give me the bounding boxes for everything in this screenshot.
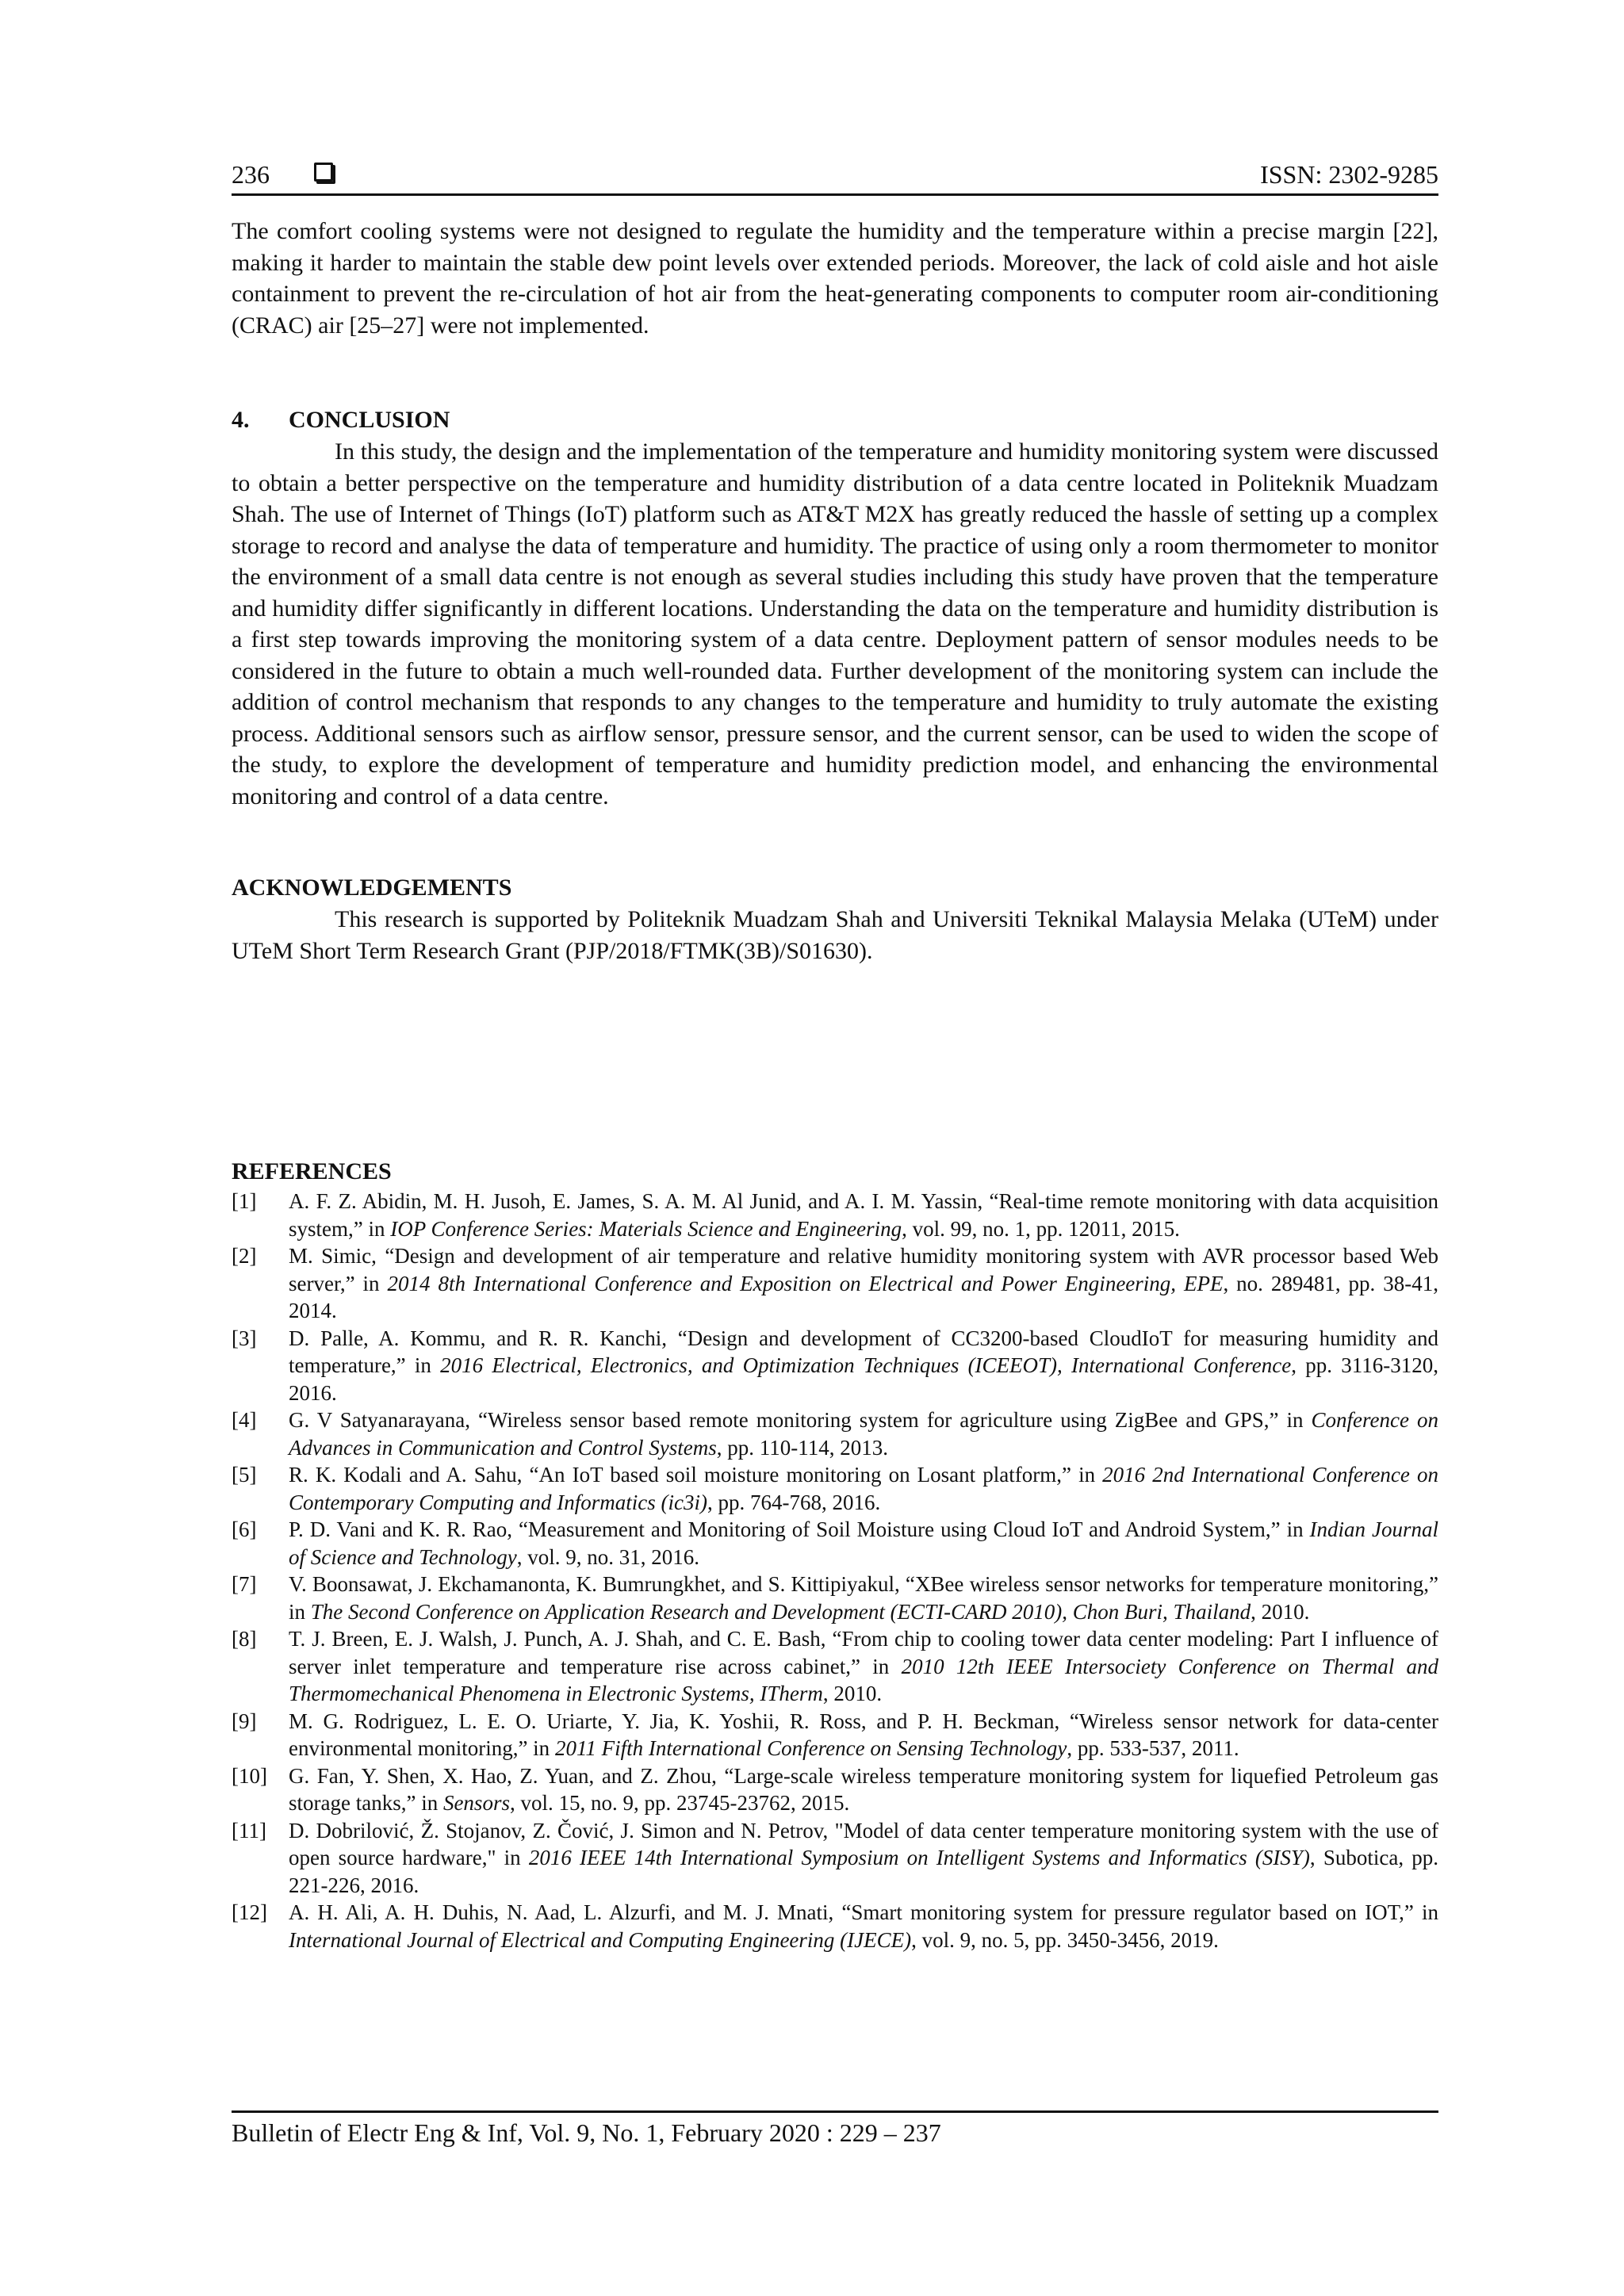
reference-number: [3]: [232, 1326, 257, 1350]
reference-authors-title: A. F. Z. Abidin, M. H. Jusoh, E. James, S. A. M. Al Junid, and A. I. M. Yassin, “Real-time remote monitoring with data acquisition system,” in: [289, 1189, 1438, 1241]
section-number: 4.: [232, 407, 250, 433]
intro-paragraph: The comfort cooling systems were not designed to regulate the humidity and the temperature within a precise margin [22], making it harder to maintain the stable dew point levels over extended periods. Moreover, the lack of cold aisle and hot aisle containment to prevent the re-circulation of hot air from the heat-generating components to computer room air-conditioning (CRAC) air [25–27] were not implemented.: [232, 218, 1438, 339]
reference-number: [2]: [232, 1244, 257, 1268]
reference-text: [289, 1461, 1438, 1516]
reference-venue: International Journal of Electrical and Computing Engineering (IJECE): [289, 1927, 912, 1952]
reference-authors-title: G. Fan, Y. Shen, X. Hao, Z. Yuan, and Z. Zhou, “Large-scale wireless temperature monitoring system for liquefied Petroleum gas storage tanks,” in: [289, 1763, 1438, 1815]
reference-authors-title: M. Simic, “Design and development of air temperature and relative humidity monitoring system with AVR processor based Web server,” in: [289, 1244, 1438, 1295]
reference-number: [10]: [232, 1763, 267, 1788]
acknowledgements-paragraph: This research is supported by Politeknik Muadzam Shah and Universiti Teknikal Malaysia Melaka (UTeM) under UTeM Short Term Research Grant (PJP/2018/FTMK(3B)/S01630).: [232, 906, 1438, 964]
reference-venue: 2016 2nd International Conference on Contemporary Computing and Informatics (ic3i): [289, 1463, 1438, 1514]
reference-details: , 2010.: [1251, 1599, 1310, 1624]
reference-details: , pp. 533-537, 2011.: [1067, 1736, 1239, 1760]
reference-item: [232, 1571, 1438, 1625]
header-rule: [232, 193, 1438, 196]
reference-item: [232, 1762, 1438, 1817]
reference-authors-title: R. K. Kodali and A. Sahu, “An IoT based soil moisture monitoring on Losant platform,” in: [289, 1463, 1103, 1487]
reference-item: [232, 1899, 1438, 1954]
reference-text: [289, 1708, 1438, 1762]
reference-venue: 2014 8th International Conference and Exposition on Electrical and Power Engineering, EPE: [387, 1271, 1224, 1295]
reference-number: [9]: [232, 1709, 257, 1733]
reference-venue: Indian Journal of Science and Technology: [289, 1517, 1438, 1569]
section-title: CONCLUSION: [289, 407, 450, 433]
reference-details: , vol. 99, no. 1, pp. 12011, 2015.: [902, 1216, 1180, 1241]
reference-text: [289, 1516, 1438, 1571]
issn: ISSN: 2302-9285: [1260, 159, 1438, 189]
reference-details: , pp. 3116-3120, 2016.: [289, 1353, 1438, 1405]
reference-text: [289, 1188, 1438, 1242]
reference-number: [6]: [232, 1517, 257, 1541]
reference-list: [232, 1188, 1438, 1954]
reference-text: [289, 1899, 1438, 1954]
reference-venue: 2016 Electrical, Electronics, and Optimization Techniques (ICEEOT), International Conference: [440, 1353, 1292, 1377]
reference-text: [289, 1242, 1438, 1325]
reference-item: [232, 1708, 1438, 1762]
reference-venue: 2016 IEEE 14th International Symposium on Intelligent Systems and Informatics (SISY): [528, 1846, 1310, 1869]
reference-authors-title: T. J. Breen, E. J. Walsh, J. Punch, A. J. Shah, and C. E. Bash, “From chip to cooling tower data center modeling: Part I influence of server inlet temperature and temperature rise across cabinet,” in: [289, 1627, 1438, 1678]
reference-details: , vol. 9, no. 5, pp. 3450-3456, 2019.: [911, 1927, 1219, 1952]
reference-venue: IOP Conference Series: Materials Science and Engineering: [390, 1216, 902, 1241]
acknowledgements-heading: ACKNOWLEDGEMENTS: [232, 874, 512, 901]
reference-details: , pp. 110-114, 2013.: [716, 1435, 888, 1460]
reference-text: [289, 1817, 1438, 1900]
reference-venue: Sensors: [442, 1791, 510, 1815]
main-text: [232, 216, 1438, 966]
reference-text: [289, 1571, 1438, 1625]
reference-number: [1]: [232, 1189, 257, 1213]
reference-details: , vol. 15, no. 9, pp. 23745-23762, 2015.: [509, 1791, 850, 1815]
reference-authors-title: A. H. Ali, A. H. Duhis, N. Aad, L. Alzurfi, and M. J. Mnati, “Smart monitoring system for pressure regulator based on IOT,” in: [289, 1900, 1438, 1924]
box-icon: [314, 163, 333, 182]
reference-number: [8]: [232, 1627, 257, 1651]
reference-item: [232, 1625, 1438, 1708]
reference-item: [232, 1242, 1438, 1325]
reference-text: [289, 1625, 1438, 1708]
reference-number: [4]: [232, 1408, 257, 1432]
reference-details: , 2010.: [822, 1682, 883, 1705]
reference-authors-title: D. Palle, A. Kommu, and R. R. Kanchi, “Design and development of CC3200-based CloudIoT for measuring humidity and temperature,” in: [289, 1326, 1438, 1377]
references-section: [232, 1156, 1438, 1954]
reference-item: [232, 1188, 1438, 1242]
reference-venue: Conference on Advances in Communication and Control Systems: [289, 1408, 1439, 1460]
reference-text: [289, 1762, 1438, 1817]
reference-item: [232, 1325, 1438, 1407]
reference-authors-title: V. Boonsawat, J. Ekchamanonta, K. Bumrungkhet, and S. Kittipiyakul, “XBee wireless sensor networks for temperature monitoring,” in: [289, 1572, 1438, 1624]
reference-venue: The Second Conference on Application Research and Development (ECTI-CARD 2010), Chon Buri, Thailand: [310, 1599, 1251, 1624]
reference-number: [11]: [232, 1818, 266, 1843]
reference-number: [5]: [232, 1463, 257, 1487]
reference-text: [289, 1325, 1438, 1407]
reference-text: [289, 1406, 1438, 1461]
conclusion-heading: [232, 404, 1438, 436]
footer-rule: [232, 2110, 1438, 2113]
reference-details: , Subotica, pp. 221-226, 2016.: [289, 1846, 1438, 1897]
reference-venue: 2011 Fifth International Conference on Sensing Technology: [554, 1736, 1067, 1760]
reference-number: [12]: [232, 1900, 267, 1924]
reference-details: , no. 289481, pp. 38-41, 2014.: [289, 1271, 1438, 1322]
running-footer: Bulletin of Electr Eng & Inf, Vol. 9, No. 1, February 2020 : 229 – 237: [232, 2118, 941, 2147]
running-header: [232, 155, 1438, 193]
page-number: 236: [232, 159, 270, 189]
reference-item: [232, 1461, 1438, 1516]
reference-authors-title: M. G. Rodriguez, L. E. O. Uriarte, Y. Jia, K. Yoshii, R. Ross, and P. H. Beckman, “Wireless sensor network for data-center environmental monitoring,” in: [289, 1709, 1438, 1760]
reference-item: [232, 1406, 1438, 1461]
reference-authors-title: G. V Satyanarayana, “Wireless sensor based remote monitoring system for agriculture using ZigBee and GPS,” in: [289, 1408, 1312, 1432]
reference-venue: 2010 12th IEEE Intersociety Conference on Thermal and Thermomechanical Phenomena in Electronic Systems, ITherm: [289, 1654, 1439, 1705]
reference-details: , vol. 9, no. 31, 2016.: [516, 1544, 699, 1569]
reference-number: [7]: [232, 1572, 257, 1596]
reference-item: [232, 1516, 1438, 1571]
header-left: [232, 160, 333, 189]
references-heading: REFERENCES: [232, 1158, 392, 1184]
reference-authors-title: P. D. Vani and K. R. Rao, “Measurement and Monitoring of Soil Moisture using Cloud IoT and Android System,” in: [289, 1517, 1310, 1541]
reference-details: , pp. 764-768, 2016.: [707, 1490, 881, 1514]
reference-item: [232, 1817, 1438, 1900]
reference-authors-title: D. Dobrilović, Ž. Stojanov, Z. Čović, J. Simon and N. Petrov, "Model of data center temperature monitoring system with the use of open source hardware," in: [289, 1818, 1438, 1869]
conclusion-paragraph: In this study, the design and the implementation of the temperature and humidity monitoring system were discussed to obtain a better perspective on the temperature and humidity distribution of a data centre located in Politeknik Muadzam Shah. The use of Internet of Things (IoT) platform such as AT&T M2X has greatly reduced the hassle of setting up a complex storage to record and analyse the data of temperature and humidity. The practice of using only a room thermometer to monitor the environment of a small data centre is not enough as several studies including this study have proven that the temperature and humidity differ significantly in different locations. Understanding the data on the temperature and humidity distribution is a first step towards improving the monitoring system of a data centre. Deployment pattern of sensor modules needs to be considered in the future to obtain a much well-rounded data. Further development of the monitoring system can include the addition of control mechanism that responds to any changes to the temperature and humidity to truly automate the existing process. Additional sensors such as airflow sensor, pressure sensor, and the current sensor, can be used to widen the scope of the study, to explore the development of temperature and humidity prediction model, and enhancing the environmental monitoring and control of a data centre.: [232, 438, 1438, 809]
